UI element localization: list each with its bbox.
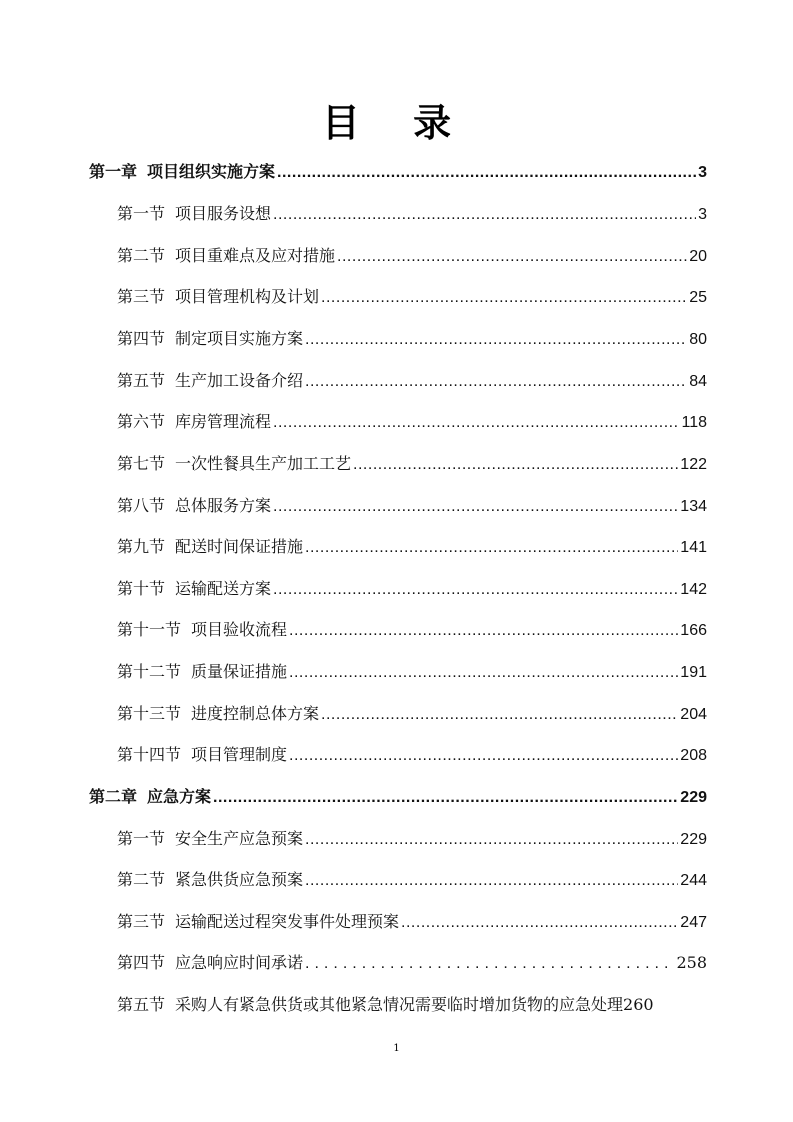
toc-entry-page: 141 bbox=[680, 539, 707, 556]
toc-section-2-1[interactable] bbox=[117, 826, 707, 852]
toc-entry-number: 第五节 bbox=[117, 371, 166, 390]
toc-entry-number: 第十二节 bbox=[117, 662, 182, 681]
dot-leader bbox=[273, 414, 679, 432]
toc-entry-page: 229 bbox=[680, 831, 707, 848]
toc-entry-page: 84 bbox=[689, 373, 707, 390]
toc-entry-number: 第八节 bbox=[117, 496, 166, 515]
toc-entry-title: 质量保证措施 bbox=[191, 662, 288, 681]
dot-leader bbox=[305, 331, 687, 349]
toc-entry-page: 166 bbox=[680, 622, 707, 639]
toc-section-1-7[interactable] bbox=[117, 451, 707, 477]
toc-section-1-3[interactable] bbox=[117, 284, 707, 310]
toc-section-1-4[interactable] bbox=[117, 326, 707, 352]
toc-section-2-4[interactable] bbox=[117, 950, 707, 976]
dot-leader bbox=[213, 789, 678, 807]
toc-entry-title: 总体服务方案 bbox=[175, 496, 272, 515]
toc-section-1-9[interactable] bbox=[117, 534, 707, 560]
toc-entry-title: 库房管理流程 bbox=[175, 412, 272, 431]
toc-section-1-14[interactable] bbox=[117, 742, 707, 768]
toc-entry-number: 第四节 bbox=[117, 953, 166, 972]
toc-entry-page: 3 bbox=[698, 206, 707, 223]
toc-entry-number: 第七节 bbox=[117, 454, 166, 473]
toc-entry-number: 第一节 bbox=[117, 204, 166, 223]
toc-section-1-1[interactable] bbox=[117, 201, 707, 227]
toc-entry-title: 紧急供货应急预案 bbox=[175, 870, 304, 889]
dot-leader bbox=[305, 539, 678, 557]
dot-leader bbox=[305, 373, 687, 391]
toc-entry-title: 一次性餐具生产加工工艺 bbox=[175, 454, 352, 473]
toc-entry-number: 第十四节 bbox=[117, 745, 182, 764]
toc-section-1-10[interactable] bbox=[117, 576, 707, 602]
toc-entry-page: 122 bbox=[680, 456, 707, 473]
toc-entry-title: 进度控制总体方案 bbox=[191, 704, 320, 723]
toc-section-1-12[interactable] bbox=[117, 659, 707, 685]
dot-leader bbox=[321, 706, 678, 724]
toc-entry-number: 第十三节 bbox=[117, 704, 182, 723]
toc-section-1-8[interactable] bbox=[117, 493, 707, 519]
dot-leader bbox=[273, 581, 678, 599]
toc-entry-page: 3 bbox=[698, 164, 707, 181]
toc-entry-number: 第十一节 bbox=[117, 620, 182, 639]
dot-leader bbox=[289, 664, 678, 682]
toc-entry-number: 第一节 bbox=[117, 829, 166, 848]
toc-section-1-6[interactable] bbox=[117, 409, 707, 435]
toc-entry-title: 生产加工设备介绍 bbox=[175, 371, 304, 390]
dot-leader bbox=[273, 206, 696, 224]
dot-leader bbox=[277, 164, 696, 182]
toc-entry-title: 项目验收流程 bbox=[191, 620, 288, 639]
toc-entry-number: 第四节 bbox=[117, 329, 166, 348]
toc-entry-number: 第二节 bbox=[117, 870, 166, 889]
toc-entry-page: 80 bbox=[689, 331, 707, 348]
toc-section-2-3[interactable] bbox=[117, 909, 707, 935]
toc-section-1-2[interactable] bbox=[117, 243, 707, 269]
toc-entry-number: 第十节 bbox=[117, 579, 166, 598]
dot-leader bbox=[305, 955, 674, 973]
toc-entry-title: 采购人有紧急供货或其他紧急情况需要临时增加货物的应急处理 bbox=[175, 995, 624, 1014]
toc-section-1-13[interactable] bbox=[117, 701, 707, 727]
toc-entry-title: 应急响应时间承诺 bbox=[175, 953, 304, 972]
toc-entry-title: 安全生产应急预案 bbox=[175, 829, 304, 848]
toc-entry-page: 25 bbox=[689, 289, 707, 306]
toc-entry-title: 应急方案 bbox=[147, 787, 212, 806]
dot-leader bbox=[305, 831, 678, 849]
toc-entry-number: 第三节 bbox=[117, 912, 166, 931]
toc-entry-number: 第九节 bbox=[117, 537, 166, 556]
toc-entry-number: 第六节 bbox=[117, 412, 166, 431]
toc-entry-title: 运输配送方案 bbox=[175, 579, 272, 598]
toc-chapter-2[interactable] bbox=[89, 784, 707, 810]
toc-chapter-1[interactable] bbox=[89, 159, 707, 185]
toc-section-1-5[interactable] bbox=[117, 368, 707, 394]
toc-entry-title: 项目重难点及应对措施 bbox=[175, 246, 336, 265]
toc-entry-number: 第五节 bbox=[117, 995, 166, 1014]
toc-section-2-5[interactable] bbox=[117, 992, 707, 1018]
page-number: 1 bbox=[393, 1043, 400, 1054]
toc-entry-page: 247 bbox=[680, 914, 707, 931]
toc-entry-title: 配送时间保证措施 bbox=[175, 537, 304, 556]
toc-entry-page: 142 bbox=[680, 581, 707, 598]
toc-entry-title: 项目组织实施方案 bbox=[147, 162, 276, 181]
toc-entry-number: 第一章 bbox=[89, 162, 138, 181]
toc-entry-title: 制定项目实施方案 bbox=[175, 329, 304, 348]
toc-entry-title: 项目管理制度 bbox=[191, 745, 288, 764]
toc-entry-number: 第三节 bbox=[117, 287, 166, 306]
toc-entry-page: 258 bbox=[676, 953, 707, 972]
dot-leader bbox=[401, 914, 678, 932]
toc-entry-page: 208 bbox=[680, 747, 707, 764]
toc-entry-page: 260 bbox=[623, 995, 654, 1014]
toc-section-1-11[interactable] bbox=[117, 617, 707, 643]
toc-entry-page: 191 bbox=[680, 664, 707, 681]
dot-leader bbox=[353, 456, 678, 474]
toc-entry-page: 118 bbox=[681, 414, 707, 431]
toc-entry-page: 244 bbox=[680, 872, 707, 889]
toc-entry-page: 229 bbox=[680, 789, 707, 806]
toc-entry-number: 第二章 bbox=[89, 787, 138, 806]
toc-entry-page: 204 bbox=[680, 706, 707, 723]
toc-entry-page: 134 bbox=[680, 498, 707, 515]
dot-leader bbox=[289, 622, 678, 640]
toc-entry-title: 运输配送过程突发事件处理预案 bbox=[175, 912, 400, 931]
dot-leader bbox=[289, 747, 678, 765]
dot-leader bbox=[305, 872, 678, 890]
toc-section-2-2[interactable] bbox=[117, 867, 707, 893]
dot-leader bbox=[337, 248, 687, 266]
page-title: 目 录 bbox=[321, 100, 472, 145]
toc-entry-title: 项目管理机构及计划 bbox=[175, 287, 320, 306]
toc-entry-number: 第二节 bbox=[117, 246, 166, 265]
dot-leader bbox=[321, 289, 687, 307]
toc-entry-title: 项目服务设想 bbox=[175, 204, 272, 223]
toc-entry-page: 20 bbox=[689, 248, 707, 265]
dot-leader bbox=[273, 498, 678, 516]
